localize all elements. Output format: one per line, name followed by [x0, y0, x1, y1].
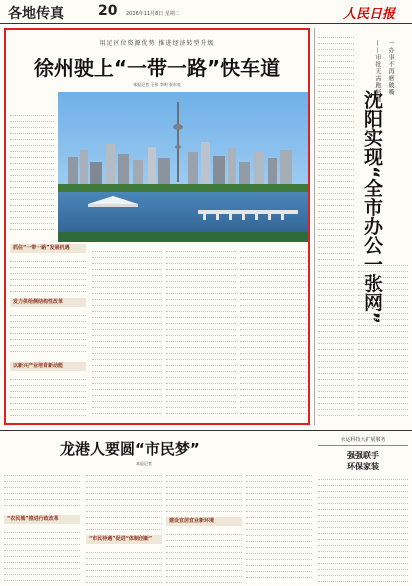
sidebar-kicker: 一办事不再磨破嘴	[387, 40, 394, 96]
feature-body-column	[92, 246, 162, 422]
bottom-body-text	[4, 527, 80, 583]
feature-byline: 本报记者 王伟 李明 张东亮	[133, 82, 181, 87]
ad-title: 环保家装	[347, 462, 379, 471]
bottom-subhead: “市民待遇”促进“体制创新”	[86, 535, 162, 544]
bottom-headline: 龙港人要圆“市民梦”	[60, 440, 200, 458]
feature-body-column	[166, 246, 236, 422]
issue-date: 2016年11月8日 星期二	[126, 11, 180, 17]
bottom-body-text	[86, 547, 162, 583]
ad-title: 强强联手	[347, 451, 379, 460]
bottom-body-text	[166, 529, 242, 583]
ad-kicker: 水运科技大扩展服务	[318, 436, 408, 446]
newspaper-logo: 人民日报	[343, 7, 396, 22]
feature-body-column	[240, 246, 306, 422]
bottom-subhead: 建设宜居宜业新环境	[166, 517, 242, 526]
bottom-byline: 本报记者	[136, 461, 152, 466]
sidebar-body-text	[358, 260, 408, 422]
sidebar-kicker: ——审批无需跑断腿	[374, 40, 381, 103]
bottom-body-text	[4, 470, 80, 510]
bottom-body-text	[246, 470, 312, 583]
feature-article	[4, 28, 310, 425]
masthead	[0, 0, 412, 24]
feature-intro-text	[10, 110, 54, 230]
city-skyline-photo	[58, 92, 308, 242]
feature-body-text	[10, 374, 86, 422]
feature-subhead: 抓住“一带一路”发展机遇	[10, 244, 86, 253]
bottom-body-text	[166, 470, 242, 514]
page-number: 20	[98, 3, 118, 19]
feature-subhead: 发力供给侧结构性改革	[10, 298, 86, 307]
feature-body-text	[10, 256, 86, 296]
bottom-subhead: “农民城”推进行政改革	[4, 515, 80, 524]
section-title: 各地传真	[8, 6, 64, 22]
feature-body-text	[10, 310, 86, 358]
sidebar-body-text	[318, 32, 354, 422]
feature-kicker: 用足区位资源优势 推进经济转型升级	[99, 40, 215, 47]
feature-headline: 徐州驶上“一带一路”快车道	[33, 56, 281, 80]
column-divider	[314, 28, 315, 425]
sidebar-headline: 沈阳实现“全市办公一张网”	[361, 90, 383, 324]
bottom-body-text	[86, 470, 162, 532]
ad-body-text	[318, 474, 408, 584]
feature-subhead: 以新兴产业培育新动能	[10, 362, 86, 371]
